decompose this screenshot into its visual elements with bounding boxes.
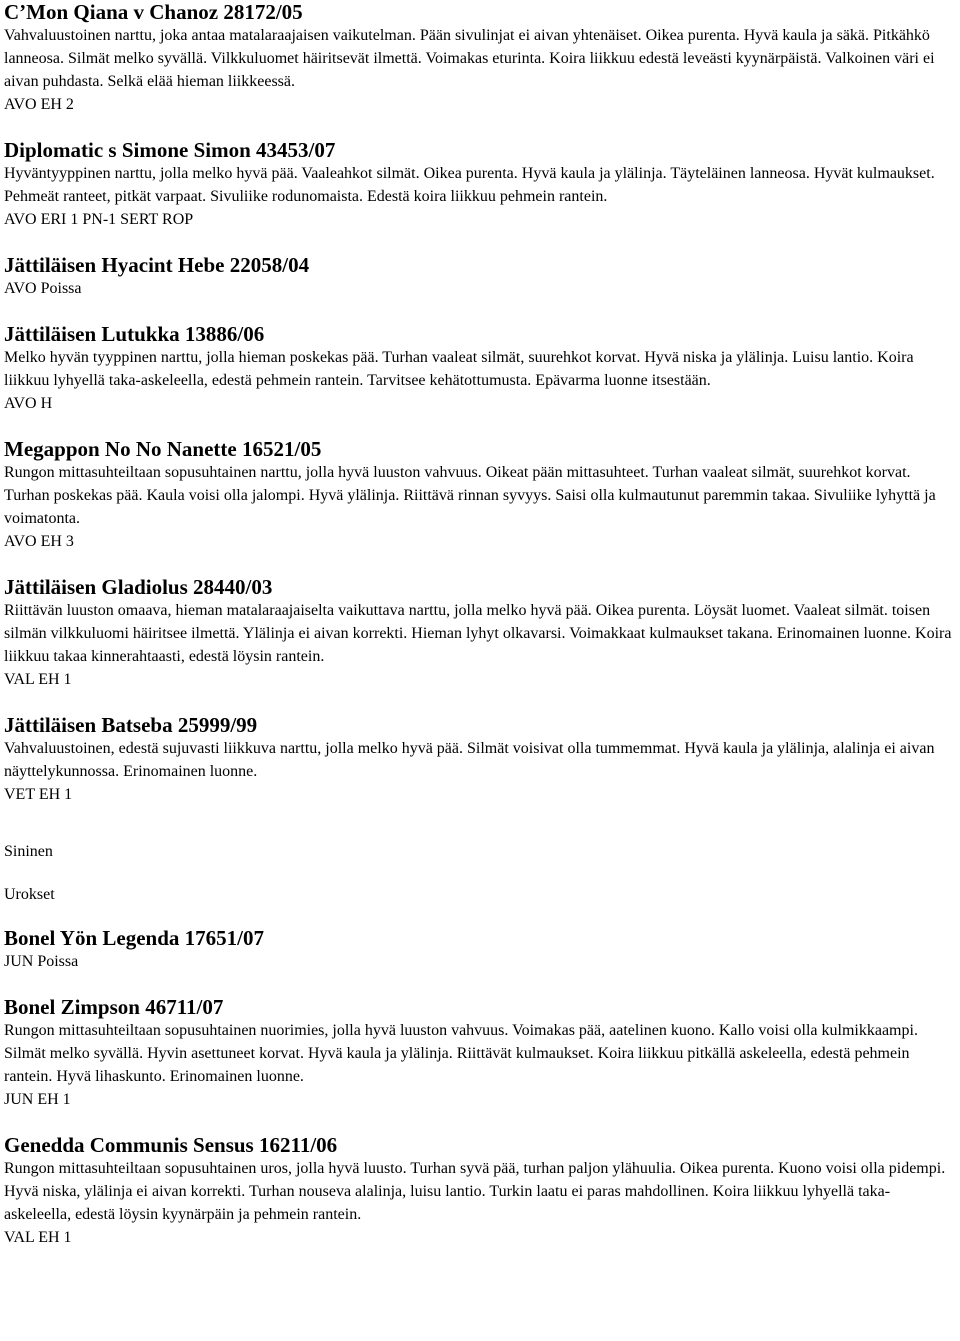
dog-entry [4,575,956,691]
dog-entry [4,1133,956,1249]
spacer [4,906,956,926]
dog-critique: Rungon mittasuhteiltaan sopusuhtainen narttu, jolla hyvä luuston vahvuus. Oikeat pään mittasuhteet. Turhan vaaleat silmät, suurehkot korvat. Turhan poskekas pää. Kaula voisi olla jalompi. Hyvä ylälinja. Riittävä rinnan syvyys. Saisi olla kulmautunut paremmin takaa. Sivuliike lyhyttä ja voimatonta. [4,464,936,527]
dog-name: Bonel Yön Legenda 17651/07 [4,926,264,950]
dog-critique: Rungon mittasuhteiltaan sopusuhtainen nuorimies, jolla hyvä luuston vahvuus. Voimakas pää, aatelinen kuono. Kallo voisi olla kulmikkaampi. Silmät melko syvällä. Hyvin asettuneet korvat. Hyvä kaula ja ylälinja. Riittävät kulmaukset. Koira liikkuu pitkällä askeleella, edestä pehmein rantein. Hyvä lihaskunto. Erinomainen luonne. [4,1022,918,1085]
dog-name: Jättiläisen Lutukka 13886/06 [4,322,265,346]
dog-name: Jättiläisen Gladiolus 28440/03 [4,575,273,599]
dog-result: VET EH 1 [4,786,73,803]
dog-result: JUN EH 1 [4,1091,71,1108]
dog-name: C’Mon Qiana v Chanoz 28172/05 [4,0,303,24]
dog-name: Megappon No No Nanette 16521/05 [4,437,322,461]
dog-critique: Rungon mittasuhteiltaan sopusuhtainen uros, jolla hyvä luusto. Turhan syvä pää, turhan paljon ylähuulia. Oikea purenta. Kuono voisi olla pidempi. Hyvä niska, ylälinja ei aivan korrekti. Turhan nouseva alalinja, luisu lantio. Turkin laatu ei paras mahdollinen. Koira liikkuu lyhyellä taka-askeleella, edestä löysin kyynärpäin ja pehmein rantein. [4,1160,946,1223]
dog-name: Jättiläisen Batseba 25999/99 [4,713,258,737]
spacer [4,300,956,322]
dog-result: VAL EH 1 [4,1229,72,1246]
dog-result: AVO H [4,395,53,412]
dog-name: Jättiläisen Hyacint Hebe 22058/04 [4,253,310,277]
dog-entry [4,926,956,973]
dog-critique: Vahvaluustoinen, edestä sujuvasti liikkuva narttu, jolla melko hyvä pää. Silmät voisivat olla tummemmat. Hyvä kaula ja ylälinja, alalinja ei aivan näyttelykunnossa. Erinomainen luonne. [4,740,935,780]
dog-result: AVO Poissa [4,280,82,297]
section-sex-heading: Urokset [4,886,55,903]
dog-result: AVO EH 3 [4,533,74,550]
dog-result: AVO EH 2 [4,96,74,113]
dog-entry [4,713,956,806]
spacer [4,691,956,713]
dog-name: Bonel Zimpson 46711/07 [4,995,224,1019]
spacer [4,553,956,575]
dog-entry [4,322,956,415]
spacer [4,806,956,840]
spacer [4,231,956,253]
dog-name: Genedda Communis Sensus 16211/06 [4,1133,338,1157]
dog-result: AVO ERI 1 PN-1 SERT ROP [4,211,194,228]
spacer [4,415,956,437]
dog-entry [4,0,956,116]
dog-entry [4,437,956,553]
dog-critique: Melko hyvän tyyppinen narttu, jolla hieman poskekas pää. Turhan vaaleat silmät, suurehkot korvat. Hyvä niska ja ylälinja. Luisu lantio. Koira liikkuu lyhyellä taka-askeleella, edestä pehmein rantein. Tarvitsee kehätottumusta. Epävarma luonne itsestään. [4,349,914,389]
section-color-heading: Sininen [4,843,53,860]
dog-entry [4,995,956,1111]
dog-result: JUN Poissa [4,953,79,970]
dog-name: Diplomatic s Simone Simon 43453/07 [4,138,336,162]
dog-entry [4,253,956,300]
dog-result: VAL EH 1 [4,671,72,688]
dog-critique: Hyväntyyppinen narttu, jolla melko hyvä pää. Vaaleahkot silmät. Oikea purenta. Hyvä kaula ja ylälinja. Täyteläinen lanneosa. Hyvät kulmaukset. Pehmeät ranteet, pitkät varpaat. Sivuliike rodunomaista. Edestä koira liikkuu pehmein rantein. [4,165,935,205]
dog-critique: Vahvaluustoinen narttu, joka antaa matalaraajaisen vaikutelman. Pään sivulinjat ei aivan yhtenäiset. Oikea purenta. Hyvä kaula ja säkä. Pitkähkö lanneosa. Silmät melko syvällä. Vilkkuluomet häiritsevät ilmettä. Voimakas eturinta. Koira liikkuu edestä leveästi kyynärpäistä. Valkoinen väri ei aivan puhdasta. Selkä elää hieman liikkeessä. [4,27,935,90]
spacer [4,116,956,138]
spacer [4,863,956,883]
spacer [4,973,956,995]
spacer [4,1111,956,1133]
dog-critique: Riittävän luuston omaava, hieman matalaraajaiselta vaikuttava narttu, jolla melko hyvä pää. Oikea purenta. Löysät luomet. Vaaleat silmät. toisen silmän vilkkuluomi häiritsee ilmettä. Ylälinja ei aivan korrekti. Hieman lyhyt olkavarsi. Voimakkaat kulmaukset takana. Erinomainen luonne. Koira liikkuu takaa kinnerahtaasti, edestä löysin rantein. [4,602,952,665]
dog-entry [4,138,956,231]
